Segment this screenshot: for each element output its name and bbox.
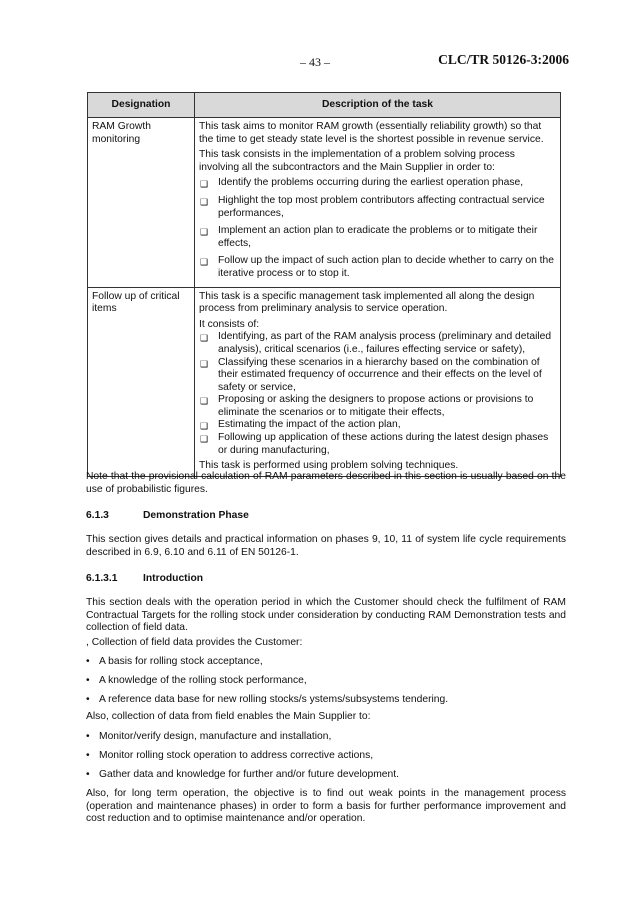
document-code: CLC/TR 50126-3:2006 — [438, 52, 569, 67]
page-number: – 43 – — [300, 55, 330, 69]
bullet-item: • A basis for rolling stock acceptance, — [86, 656, 263, 667]
checkbox-bullet-icon: ❑ — [200, 257, 209, 268]
column-header-description: Description of the task — [195, 93, 561, 118]
description-paragraph: This task is performed using problem solving techniques. — [199, 460, 459, 472]
bullet-dot-icon: • — [86, 750, 90, 761]
column-header-designation: Designation — [88, 93, 195, 118]
bullet-item: • Gather data and knowledge for further and/or future development. — [86, 769, 399, 780]
bullet-item: • Monitor rolling stock operation to address corrective actions, — [86, 750, 374, 761]
bullet-item: • A knowledge of the rolling stock performance, — [86, 675, 307, 686]
bullet-item: • A reference data base for new rolling stocks/s ystems/subsystems tendering. — [86, 694, 449, 705]
description-paragraph: This task aims to monitor RAM growth (essentially reliability growth) so that the time to get steady state level is the shortest possible in revenue service. — [199, 121, 544, 145]
task-table — [87, 92, 561, 477]
section-heading-6-1-3: 6.1.3 Demonstration Phase — [86, 510, 249, 521]
list-item: ❑ Proposing or asking the designers to propose actions or provisions to eliminate the scenarios or to mitigate their effects, — [200, 394, 534, 418]
checkbox-bullet-icon: ❑ — [200, 179, 209, 190]
checkbox-bullet-icon: ❑ — [200, 396, 209, 407]
section-paragraph: This section deals with the operation period in which the Customer should check the fulfilment of RAM Contractual Targets for the rolling stock under consideration by conducting RAM Demonstration tests and collection of field data. — [86, 597, 566, 634]
list-item: ❑ Following up application of these actions during the latest design phases or during manufacturing, — [200, 432, 549, 456]
list-item: ❑ Classifying these scenarios in a hierarchy based on the combination of their estimated frequency of occurrence and their effects on the level of safety or service, — [200, 356, 542, 393]
designation-cell: RAM Growth monitoring — [88, 118, 195, 288]
checkbox-list — [199, 331, 556, 457]
description-paragraph: It consists of: — [199, 318, 260, 330]
table-row — [88, 287, 561, 476]
table-header-row — [88, 93, 561, 118]
bullet-dot-icon: • — [86, 694, 90, 705]
checkbox-bullet-icon: ❑ — [200, 227, 209, 238]
section-paragraph: This section gives details and practical information on phases 9, 10, 11 of system life cycle requirements described in 6.9, 6.10 and 6.11 of EN 50126-1. — [86, 534, 566, 558]
section-heading-6-1-3-1: 6.1.3.1 Introduction — [86, 573, 204, 584]
list-item: ❑ Identifying, as part of the RAM analysis process (preliminary and detailed analysis), critical scenarios (i.e., failures effecting service or safety), — [200, 331, 552, 355]
list-item: ❑ Highlight the top most problem contributors affecting contractual service performances, — [200, 194, 545, 219]
section-paragraph: , Collection of field data provides the Customer: — [86, 637, 303, 648]
checkbox-list — [199, 177, 556, 280]
checkbox-bullet-icon: ❑ — [200, 196, 209, 207]
list-item: ❑ Implement an action plan to eradicate the problems or to mitigate their effects, — [200, 225, 538, 249]
description-paragraph: This task consists in the implementation of a problem solving process involving all the subcontractors and the Main Supplier in order to: — [199, 149, 515, 173]
bullet-dot-icon: • — [86, 731, 90, 742]
table-row — [88, 118, 561, 288]
bullet-item: • Monitor/verify design, manufacture and installation, — [86, 731, 332, 742]
note-paragraph: Note that the provisional calculation of RAM parameters described in this section is usually based on the use of probabilistic figures. — [86, 471, 566, 495]
list-item: ❑ Estimating the impact of the action plan, — [200, 419, 401, 432]
checkbox-bullet-icon: ❑ — [200, 358, 209, 369]
description-cell — [195, 287, 561, 476]
checkbox-bullet-icon: ❑ — [200, 333, 209, 344]
bullet-dot-icon: • — [86, 769, 90, 780]
list-item: ❑ Follow up the impact of such action plan to decide whether to carry on the iterative process or to stop it. — [200, 255, 554, 279]
description-cell — [195, 118, 561, 288]
bullet-dot-icon: • — [86, 656, 90, 667]
designation-cell: Follow up of critical items — [88, 287, 195, 476]
checkbox-bullet-icon: ❑ — [200, 421, 209, 432]
description-paragraph: This task is a specific management task implemented all along the design process from preliminary analysis to service operation. — [199, 290, 535, 315]
list-item: ❑ Identify the problems occurring during the earliest operation phase, — [200, 177, 524, 190]
section-paragraph: Also, for long term operation, the objective is to find out weak points in the management process (operation and maintenance phases) in order to form a basis for further performance improvement and cost reduction and to optimise maintenance and/or operation. — [86, 788, 566, 825]
bullet-dot-icon: • — [86, 675, 90, 686]
checkbox-bullet-icon: ❑ — [200, 434, 209, 445]
section-paragraph: Also, collection of data from field enables the Main Supplier to: — [86, 711, 371, 722]
